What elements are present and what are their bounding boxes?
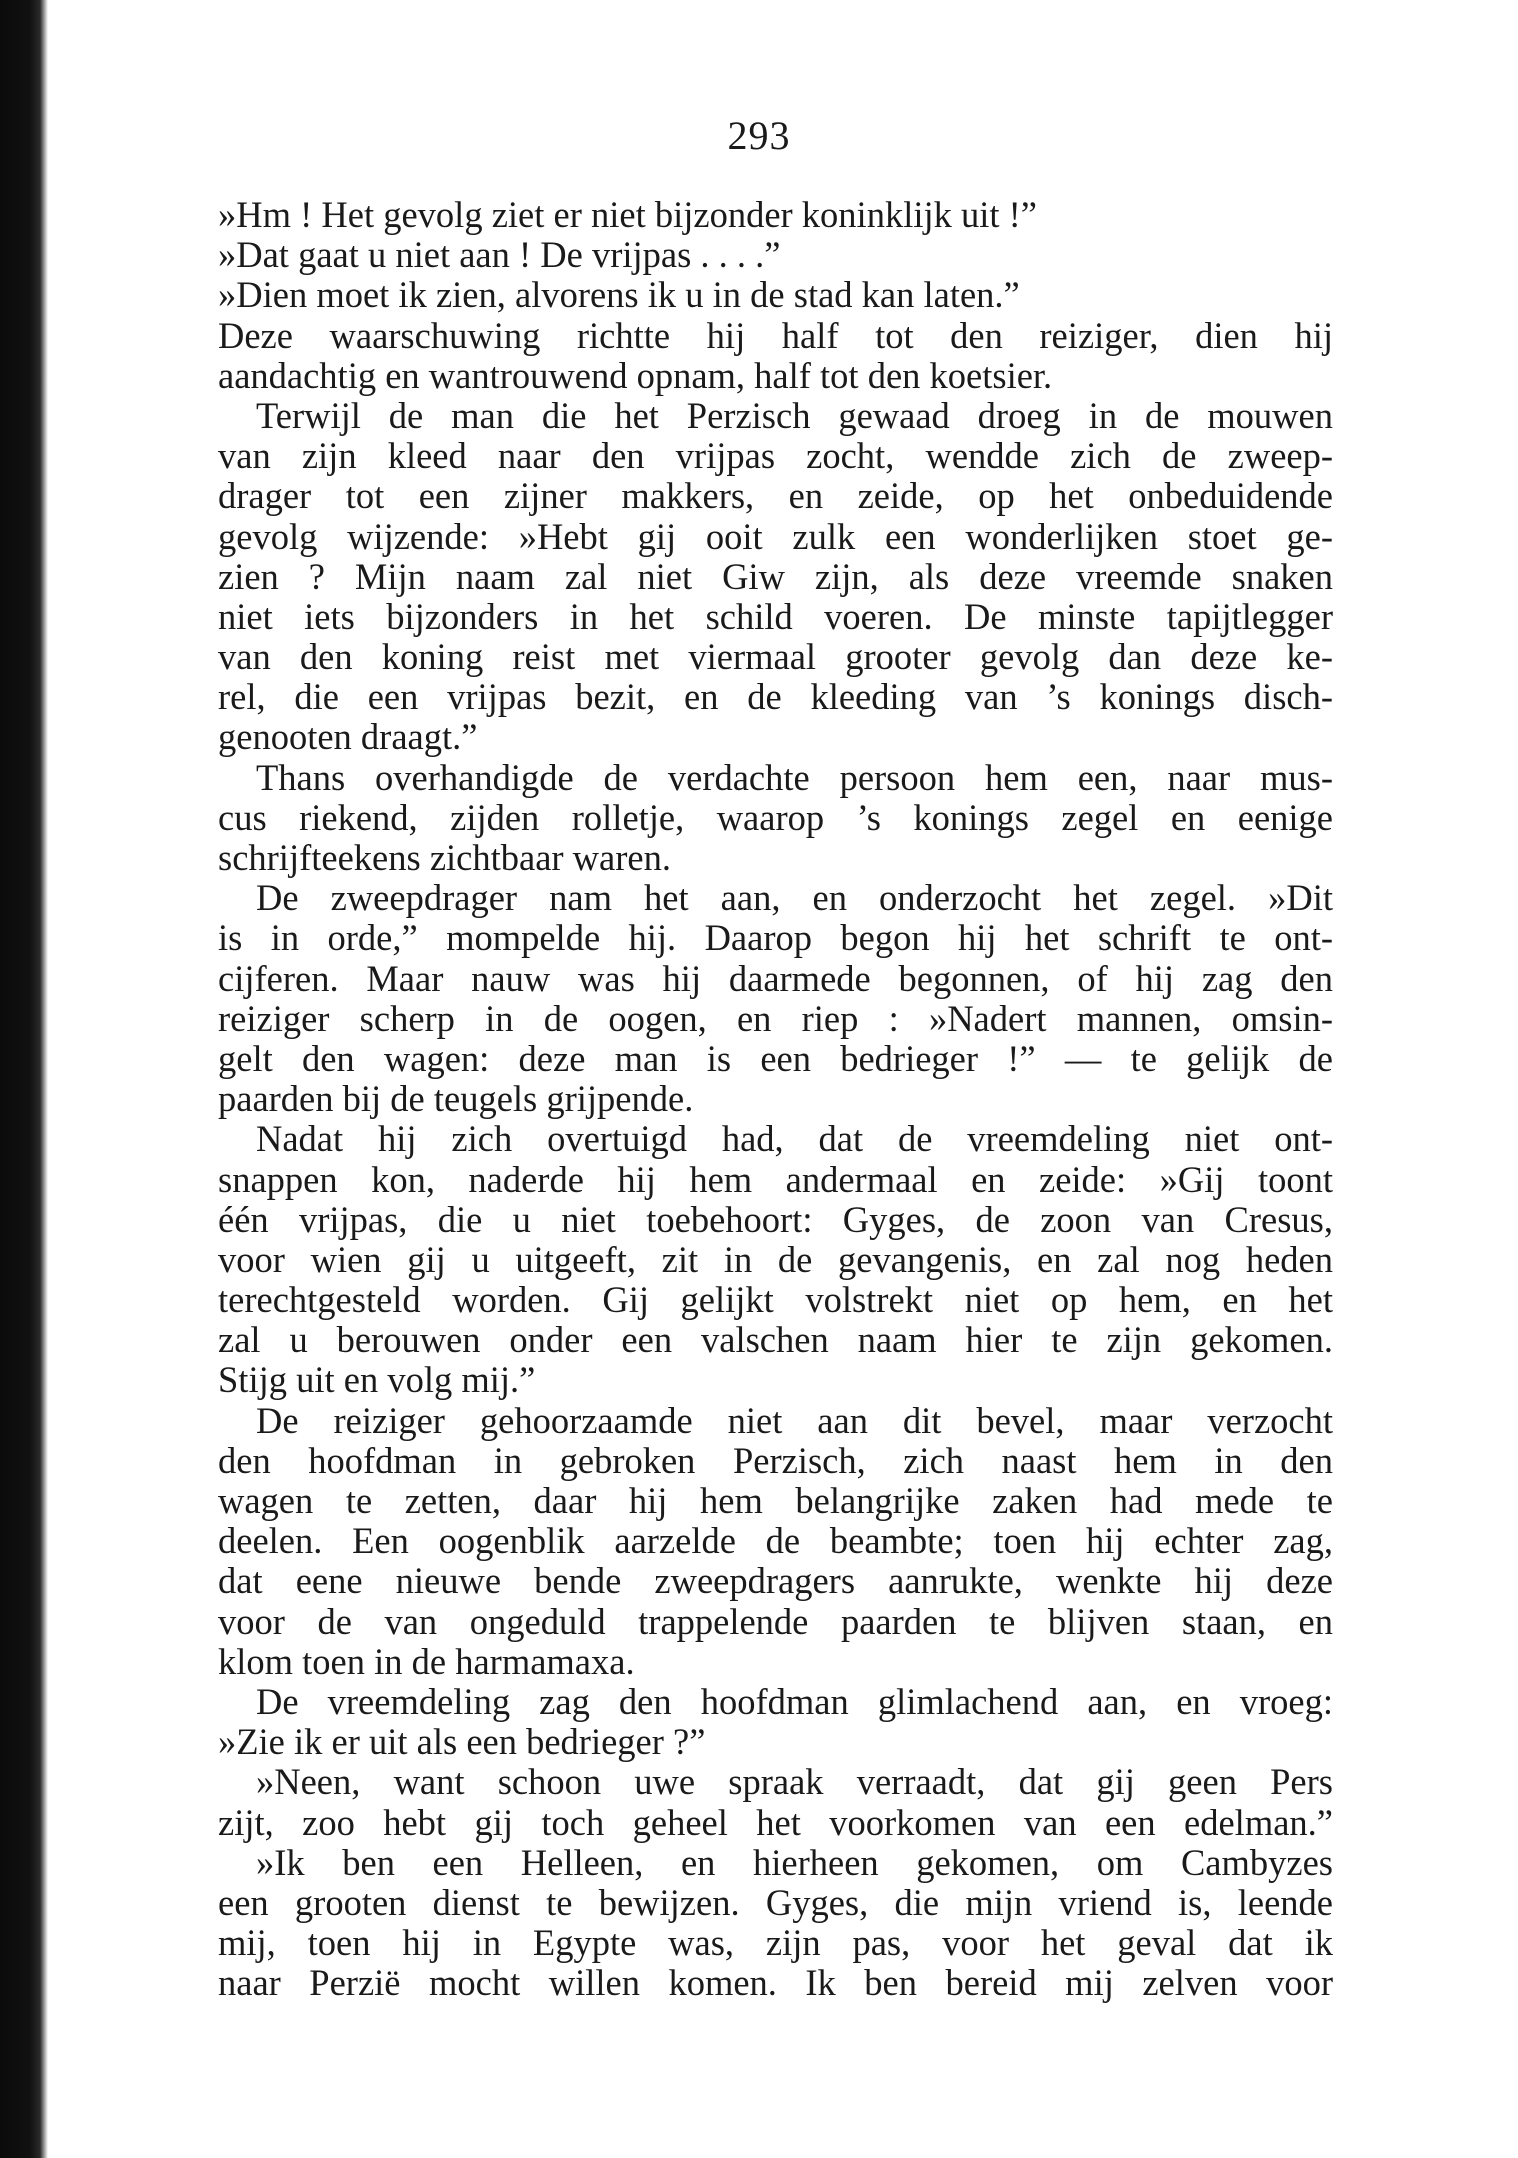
text-line: naar Perzië mocht willen komen. Ik ben bereid mij zelven voor xyxy=(218,1962,1333,2004)
text-line: niet iets bijzonders in het schild voeren. De minste tapijtlegger xyxy=(218,595,1333,637)
text-line: »Dien moet ik zien, alvorens ik u in de stad kan laten.” xyxy=(218,274,1020,316)
text-line: »Dat gaat u niet aan ! De vrijpas . . . .” xyxy=(218,234,781,276)
body-text xyxy=(218,195,1333,2003)
text-line: schrijfteekens zichtbaar waren. xyxy=(218,837,671,878)
text-line: »Zie ik er uit als een bedrieger ?” xyxy=(218,1721,706,1763)
text-line: den hoofdman in gebroken Perzisch, zich naast hem in den xyxy=(218,1439,1333,1481)
text-line: gevolg wijzende: »Hebt gij ooit zulk een wonderlijken stoet ge- xyxy=(218,515,1333,557)
text-line: aandachtig en wantrouwend opnam, half tot den koetsier. xyxy=(218,354,1053,396)
text-line: is in orde,” mompelde hij. Daarop begon hij het schrift te ont- xyxy=(218,917,1333,959)
text-line: cus riekend, zijden rolletje, waarop ’s konings zegel en eenige xyxy=(218,796,1333,838)
text-line: klom toen in de harmamaxa. xyxy=(218,1640,635,1682)
text-line: zijt, zoo hebt gij toch geheel het voorkomen van een edelman.” xyxy=(218,1801,1333,1843)
text-line: rel, die een vrijpas bezit, en de kleeding van ’s konings disch- xyxy=(218,676,1333,718)
text-line: paarden bij de teugels grijpende. xyxy=(218,1078,694,1120)
text-line: Thans overhandigde de verdachte persoon hem een, naar mus- xyxy=(256,756,1333,798)
text-line: Deze waarschuwing richtte hij half tot den reiziger, dien hij xyxy=(218,314,1333,356)
text-line: zal u berouwen onder een valschen naam hier te zijn gekomen. xyxy=(218,1319,1333,1361)
text-line: mij, toen hij in Egypte was, zijn pas, voor het geval dat ik xyxy=(218,1922,1333,1964)
text-line: De zweepdrager nam het aan, en onderzocht het zegel. »Dit xyxy=(256,877,1333,919)
text-line: een grooten dienst te bewijzen. Gyges, die mijn vriend is, leende xyxy=(218,1881,1333,1923)
text-line: »Neen, want schoon uwe spraak verraadt, dat gij geen Pers xyxy=(256,1761,1333,1803)
text-line: De reiziger gehoorzaamde niet aan dit bevel, maar verzocht xyxy=(256,1399,1333,1441)
text-line: snappen kon, naderde hij hem andermaal en zeide: »Gij toont xyxy=(218,1158,1333,1200)
text-line: voor de van ongeduld trappelende paarden te blijven staan, en xyxy=(218,1600,1333,1642)
text-line: drager tot een zijner makkers, en zeide, op het onbeduidende xyxy=(218,475,1333,517)
page-number: 293 xyxy=(727,113,791,158)
text-line: van zijn kleed naar den vrijpas zocht, wendde zich de zweep- xyxy=(218,435,1333,477)
text-line: één vrijpas, die u niet toebehoort: Gyges, de zoon van Cresus, xyxy=(218,1198,1333,1240)
scan-binding-edge xyxy=(0,0,48,2158)
text-line: gelt den wagen: deze man is een bedrieger !” — te gelijk de xyxy=(218,1037,1333,1079)
text-line: reiziger scherp in de oogen, en riep : »Nadert mannen, omsin- xyxy=(218,997,1333,1039)
text-line: Nadat hij zich overtuigd had, dat de vreemdeling niet ont- xyxy=(256,1118,1333,1160)
text-line: De vreemdeling zag den hoofdman glimlachend aan, en vroeg: xyxy=(256,1680,1333,1722)
text-line: terechtgesteld worden. Gij gelijkt volstrekt niet op hem, en het xyxy=(218,1279,1333,1321)
text-line: voor wien gij u uitgeeft, zit in de gevangenis, en zal nog heden xyxy=(218,1238,1333,1280)
text-line: wagen te zetten, daar hij hem belangrijke zaken had mede te xyxy=(218,1480,1333,1521)
text-line: van den koning reist met viermaal grooter gevolg dan deze ke- xyxy=(218,636,1333,678)
text-line: »Ik ben een Helleen, en hierheen gekomen, om Cambyzes xyxy=(256,1841,1333,1883)
text-line: genooten draagt.” xyxy=(218,716,478,758)
text-line: Terwijl de man die het Perzisch gewaad droeg in de mouwen xyxy=(256,394,1333,436)
text-line: zien ? Mijn naam zal niet Giw zijn, als deze vreemde snaken xyxy=(218,555,1333,597)
text-line: cijferen. Maar nauw was hij daarmede begonnen, of hij zag den xyxy=(218,957,1333,999)
text-line: Stijg uit en volg mij.” xyxy=(218,1359,536,1401)
text-line: »Hm ! Het gevolg ziet er niet bijzonder koninklijk uit !” xyxy=(218,194,1038,235)
text-line: dat eene nieuwe bende zweepdragers aanrukte, wenkte hij deze xyxy=(218,1560,1333,1602)
text-line: deelen. Een oogenblik aarzelde de beambte; toen hij echter zag, xyxy=(218,1520,1333,1562)
